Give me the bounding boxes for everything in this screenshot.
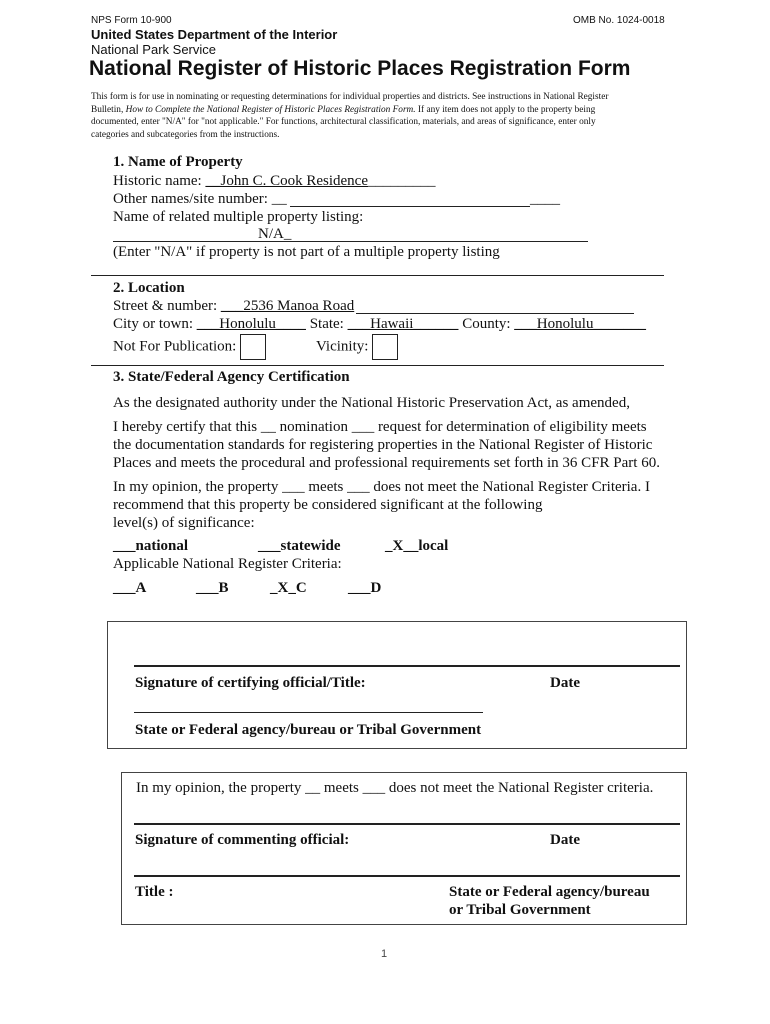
department-name: United States Department of the Interior (91, 27, 338, 42)
certification-line: the documentation standards for registering properties in the National Register of Historic (113, 437, 653, 453)
signature-line[interactable] (134, 665, 680, 667)
related-listing-underline (113, 241, 588, 242)
intro-italic-title: How to Complete the National Register of Historic Places Registration Form. (125, 104, 416, 115)
city-label: City or town: (113, 316, 197, 332)
city-field[interactable]: ___Honolulu____ (196, 316, 306, 332)
section-1-heading: 1. Name of Property (113, 154, 243, 170)
not-for-publication-label: Not For Publication: (113, 338, 237, 355)
criterion-d[interactable]: ___D (348, 580, 382, 596)
vicinity-label: Vicinity: (316, 338, 369, 355)
other-names-field[interactable]: __ (271, 191, 287, 207)
historic-name-field[interactable]: __John C. Cook Residence (205, 173, 368, 189)
comment-opinion: In my opinion, the property __ meets ___ does not meet the National Register criteria. (136, 780, 654, 796)
section-3-heading: 3. State/Federal Agency Certification (113, 369, 350, 385)
not-for-publication-checkbox[interactable] (240, 334, 266, 360)
criterion-c[interactable]: _X_C (270, 580, 307, 596)
opinion-line: recommend that this property be considered significant at the following (113, 497, 543, 513)
opinion-line: level(s) of significance: (113, 515, 255, 531)
related-listing-field[interactable]: N/A_ (258, 226, 292, 242)
street-label: Street & number: (113, 298, 221, 314)
certifying-signature-label: Signature of certifying official/Title: (135, 675, 366, 691)
opinion-line: In my opinion, the property ___ meets ___ does not meet the National Register Criteria. I (113, 479, 650, 495)
certification-intro: As the designated authority under the National Historic Preservation Act, as amended, (113, 395, 630, 411)
criterion-b[interactable]: ___B (196, 580, 229, 596)
commenting-date-label: Date (550, 832, 580, 848)
publication-row (113, 334, 266, 360)
page-number: 1 (381, 948, 388, 960)
street-row (113, 298, 354, 315)
service-name: National Park Service (91, 42, 216, 57)
omb-number: OMB No. 1024-0018 (573, 15, 665, 26)
criterion-a[interactable]: ___A (113, 580, 147, 596)
signature-line[interactable] (134, 823, 680, 825)
intro-line-3: documented, enter "N/A" for "not applicable." For functions, architectural classification, materials, and areas of significance, enter only (91, 117, 596, 128)
historic-name-row (113, 173, 435, 190)
form-number: NPS Form 10-900 (91, 15, 172, 26)
state-label: State: (305, 316, 348, 332)
county-field[interactable]: ___Honolulu_______ (514, 316, 646, 332)
historic-name-label: Historic name: (113, 173, 206, 189)
certification-paragraph (113, 418, 660, 472)
level-national[interactable]: ___national (113, 538, 189, 554)
intro-line-4: categories and subcategories from the instructions. (91, 129, 280, 140)
certifying-date-label: Date (550, 675, 580, 691)
city-row (113, 316, 646, 333)
agency-line[interactable] (134, 712, 483, 713)
county-label: County: (458, 316, 515, 332)
section-divider (91, 365, 664, 366)
commenting-signature-label: Signature of commenting official: (135, 832, 350, 848)
other-names-underline (290, 206, 530, 207)
intro-line-2 (91, 104, 608, 117)
na-note: (Enter "N/A" if property is not part of a multiple property listing (113, 244, 500, 260)
certification-line: Places and meets the procedural and professional requirements set forth in 36 CFR Part 60. (113, 455, 660, 471)
intro-line-1: This form is for use in nominating or requesting determinations for individual properties and districts. See instructions in National Register (91, 92, 609, 102)
section-divider (91, 275, 664, 276)
certification-line: I hereby certify that this __ nomination ___ request for determination of eligibility meets (113, 419, 647, 435)
title-line[interactable] (134, 875, 680, 877)
other-names-row (113, 191, 287, 208)
commenting-title-label: Title : (135, 884, 174, 900)
commenting-agency-label: State or Federal agency/bureau (449, 884, 650, 900)
level-local[interactable]: _X__local (385, 538, 449, 554)
page-title: National Register of Historic Places Registration Form (89, 57, 631, 80)
state-field[interactable]: ___Hawaii______ (347, 316, 459, 332)
related-listing-label: Name of related multiple property listing: (113, 209, 364, 225)
vicinity-checkbox[interactable] (372, 334, 398, 360)
intro-text: Bulletin, (91, 104, 126, 115)
street-field[interactable]: ___2536 Manoa Road (220, 298, 355, 314)
intro-text: If any item does not apply to the property being (415, 104, 596, 115)
opinion-paragraph (113, 478, 650, 532)
level-statewide[interactable]: ___statewide (258, 538, 341, 554)
vicinity-row (316, 334, 398, 360)
street-underline (356, 313, 634, 314)
commenting-agency-label-2: or Tribal Government (449, 902, 591, 918)
other-names-tail: ____ (530, 191, 560, 207)
section-2-heading: 2. Location (113, 280, 185, 296)
certifying-agency-label: State or Federal agency/bureau or Tribal Government (135, 722, 482, 738)
criteria-label: Applicable National Register Criteria: (113, 556, 342, 572)
intro-paragraph (91, 91, 608, 141)
historic-name-tail: _________ (367, 173, 436, 189)
other-names-label: Other names/site number: (113, 191, 272, 207)
